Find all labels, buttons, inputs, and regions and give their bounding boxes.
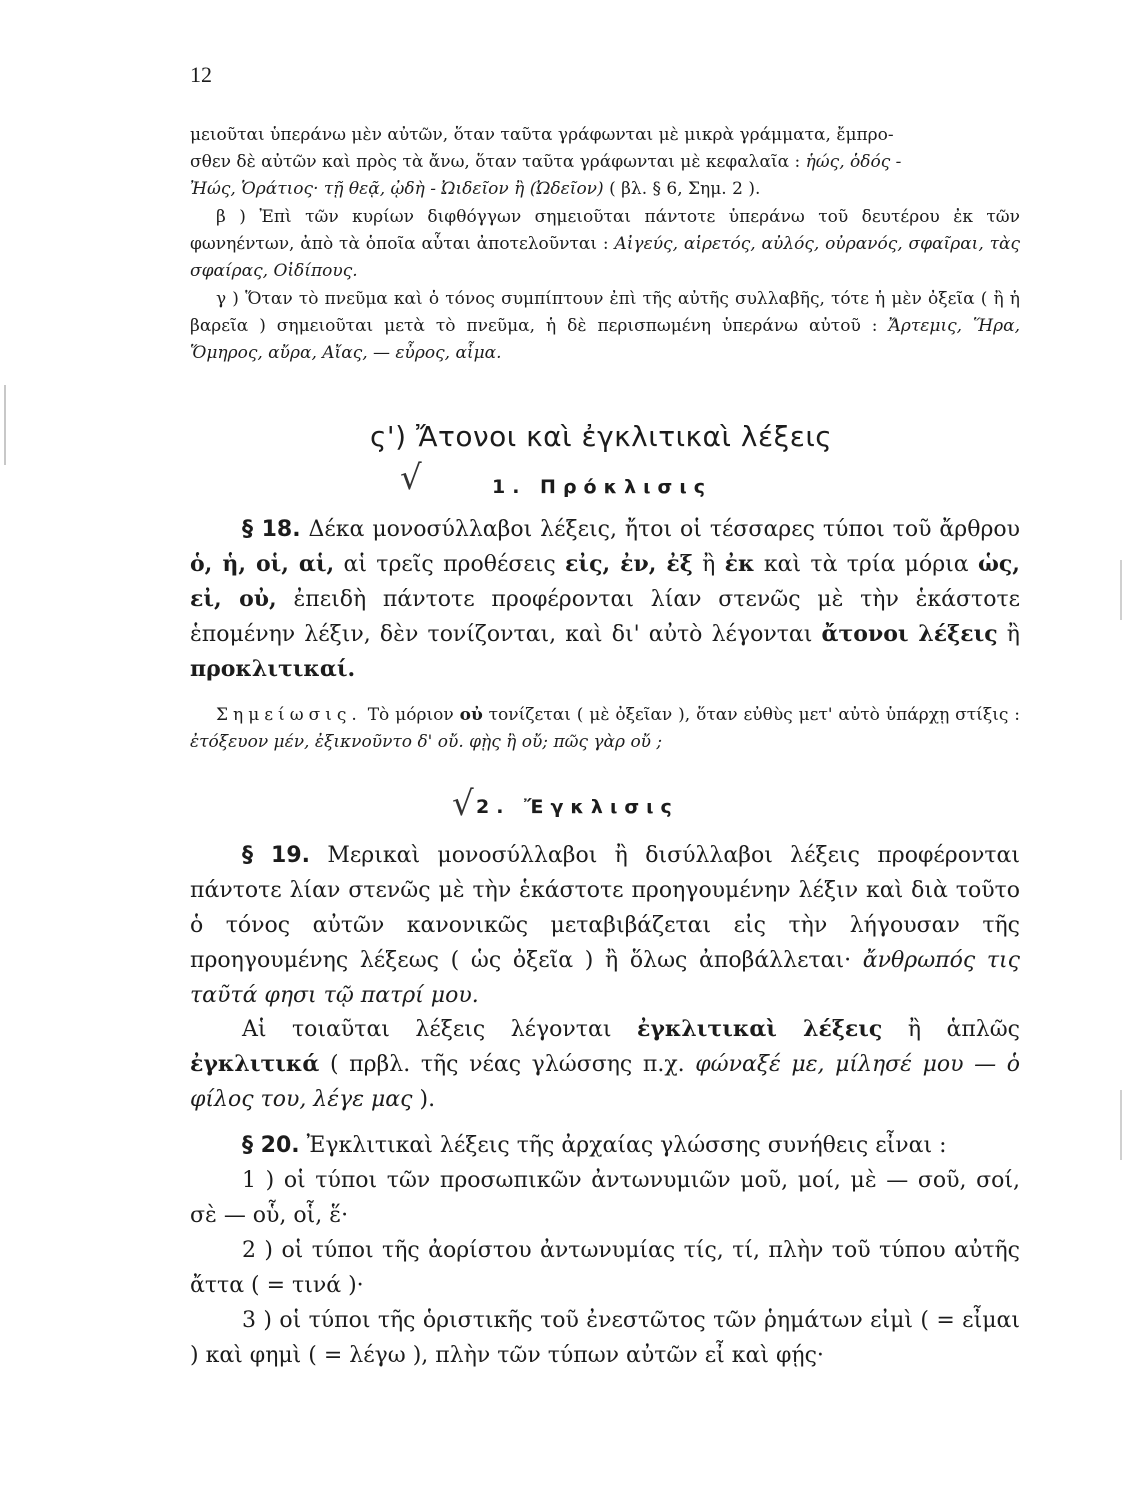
p18-term-atonoi: ἄτονοι λέξεις bbox=[821, 621, 998, 647]
p20-text: Ἐγκλιτικαὶ λέξεις τῆς ἀρχαίας γλώσσης συνήθεις εἶναι : bbox=[306, 1133, 947, 1158]
note-examples: ἐτόξευον μέν, ἐξικνοῦντο δ' οὔ. φῂς ἢ οὔ; πῶς γὰρ οὔ ; bbox=[190, 732, 663, 752]
paragraph-19-continued bbox=[190, 1012, 1020, 1117]
p19b-text-c: ). bbox=[419, 1087, 436, 1112]
note-text-b: τονίζεται ( μὲ ὀξεῖαν ), ὅταν εὐθὺς μετ' αὐτὸ ὑπάρχῃ στίξις : bbox=[488, 705, 1021, 725]
scan-margin-mark bbox=[1120, 1090, 1122, 1160]
p18-particles: ὡς, εἰ, οὐ, bbox=[190, 551, 1020, 612]
p18-or-1: ἢ bbox=[702, 552, 716, 577]
section-title: ς') Ἄτονοι καὶ ἐγκλιτικαὶ λέξεις bbox=[370, 420, 833, 453]
gamma-paragraph bbox=[190, 286, 1020, 367]
intro-line-3 bbox=[190, 176, 1020, 203]
p19b-term-egklitika: ἐγκλιτικά bbox=[190, 1051, 320, 1077]
p20-item-1: 1 ) οἱ τύποι τῶν προσωπικῶν ἀντωνυμιῶν μοῦ, μοί, μὲ — σοῦ, σοί, σὲ — οὗ, οἷ, ἕ· bbox=[190, 1168, 1020, 1228]
gamma-examples: Ἄρτεμις, Ἥρα, Ὅμηρος, αὔρα, Αἴας, — εὖρος, αἷμα. bbox=[190, 316, 1020, 363]
p18-text-b: αἱ τρεῖς προθέσεις bbox=[343, 552, 556, 577]
p19b-term-egklitikai: ἐγκλιτικαὶ λέξεις bbox=[636, 1016, 883, 1042]
p18-text-c: καὶ τὰ τρία μόρια bbox=[763, 552, 969, 577]
intro-line-3-ref: ( βλ. § 6, Σημ. 2 ). bbox=[609, 179, 761, 199]
p19-example: ἄνθρωπός τις ταῦτά φησι τῷ πατρί μου. bbox=[190, 948, 1020, 1008]
intro-line-2 bbox=[190, 149, 1020, 176]
p18-or-2: ἢ bbox=[1006, 622, 1020, 647]
note-label: Σημείωσις. bbox=[216, 705, 362, 725]
page-number: 12 bbox=[190, 62, 212, 87]
p18-articles: ὁ, ἡ, οἱ, αἱ, bbox=[190, 551, 335, 577]
beta-paragraph bbox=[190, 204, 1020, 285]
note-ou: οὐ bbox=[459, 705, 483, 725]
section-number-20: § 20. bbox=[242, 1133, 300, 1158]
intro-line-1: μειοῦται ὑπεράνω μὲν αὐτῶν, ὅταν ταῦτα γράφωνται μὲ μικρὰ γράμματα, ἔμπρο- bbox=[190, 125, 894, 145]
paragraph-20 bbox=[190, 1128, 1020, 1373]
note-text-a: Τὸ μόριον bbox=[367, 705, 454, 725]
p18-ek: ἐκ bbox=[724, 551, 755, 577]
intro-paragraph bbox=[190, 122, 1020, 203]
p19-text: Μερικαὶ μονοσύλλαβοι ἢ δισύλλαβοι λέξεις προφέρονται πάντοτε λίαν στενῶς μὲ τὴν ἑκάστοτε προηγουμένην λέξιν καὶ διὰ τοῦτο ὁ τόνος αὐτῶν κανονικῶς μεταβιβάζεται εἰς τὴν λήγουσαν τῆς προηγουμένης λέξεως ( ὡς ὀξεῖα ) ἢ ὅλως ἀποβάλλεται· bbox=[190, 843, 1020, 973]
scan-margin-mark bbox=[1120, 560, 1122, 620]
subheading-egklisis: 2. Ἔγκλισις bbox=[476, 796, 679, 818]
section-number-18: § 18. bbox=[242, 517, 301, 542]
p18-prepositions: εἰς, ἐν, ἐξ bbox=[565, 551, 693, 577]
intro-line-2-example: ἡώς, ὁδός - bbox=[805, 152, 902, 172]
p20-item-2: 2 ) οἱ τύποι τῆς ἀορίστου ἀντωνυμίας τίς, τί, πλὴν τοῦ τύπου αὐτῆς ἄττα ( = τινά )· bbox=[190, 1238, 1020, 1298]
beta-text: β ) Ἐπὶ τῶν κυρίων διφθόγγων σημειοῦται πάντοτε ὑπεράνω τοῦ δευτέρου ἐκ τῶν φωνηέντων, ἀπὸ τὰ ὁποῖα αὗται ἀποτελοῦνται : bbox=[190, 207, 1020, 254]
p18-term-proklitikai: προκλιτικαί. bbox=[190, 656, 356, 682]
p18-text-d: ἐπειδὴ πάντοτε προφέρονται λίαν στενῶς μὲ τὴν ἑκάστοτε ἑπομένην λέξιν, δὲν τονίζονται, καὶ δι' αὐτὸ λέγονται bbox=[190, 587, 1021, 647]
p19b-examples: φώναξέ με, μίλησέ μου — ὁ φίλος του, λέγε μας bbox=[190, 1052, 1020, 1112]
p20-intro bbox=[190, 1128, 1020, 1163]
paragraph-18 bbox=[190, 512, 1020, 687]
p19b-text-a: Αἱ τοιαῦται λέξεις λέγονται bbox=[242, 1017, 612, 1042]
section-number-19: § 19. bbox=[242, 843, 310, 868]
handwritten-check-mark-2: √ bbox=[452, 784, 474, 824]
p19b-text-b: ( πρβλ. τῆς νέας γλώσσης π.χ. bbox=[329, 1052, 685, 1077]
note-paragraph bbox=[190, 702, 1020, 756]
intro-line-3-examples: Ἠώς, Ὁράτιος· τῇ θεᾷ, ᾠδὴ - Ὠιδεῖον ἢ (Ὠδεῖον) bbox=[190, 179, 604, 199]
p18-text-a: Δέκα μονοσύλλαβοι λέξεις, ἤτοι οἱ τέσσαρες τύποι τοῦ ἄρθρου bbox=[308, 517, 1020, 542]
paragraph-19 bbox=[190, 838, 1020, 1013]
gamma-text: γ ) Ὅταν τὸ πνεῦμα καὶ ὁ τόνος συμπίπτουν ἐπὶ τῆς αὐτῆς συλλαβῆς, τότε ἡ μὲν ὀξεῖα ( ἢ ἡ βαρεῖα ) σημειοῦται μετὰ τὸ πνεῦμα, ἡ δὲ περισπωμένη ὑπεράνω αὐτοῦ : bbox=[190, 289, 1020, 336]
p20-item-3: 3 ) οἱ τύποι τῆς ὁριστικῆς τοῦ ἐνεστῶτος τῶν ῥημάτων εἰμὶ ( = εἶμαι ) καὶ φημὶ ( = λέγω ), πλὴν τῶν τύπων αὐτῶν εἶ καὶ φῄς· bbox=[190, 1308, 1020, 1368]
beta-examples: Αἰγεύς, αἱρετός, αὐλός, οὐρανός, σφαῖραι, τὰς σφαίρας, Οἰδίπους. bbox=[190, 234, 1021, 281]
intro-line-2-text: σθεν δὲ αὐτῶν καὶ πρὸς τὰ ἄνω, ὅταν ταῦτα γράφωνται μὲ κεφαλαῖα : bbox=[190, 152, 801, 172]
subheading-proklisis: 1. Πρόκλισις bbox=[492, 476, 712, 498]
scan-margin-mark bbox=[4, 385, 6, 465]
p19b-or: ἢ ἁπλῶς bbox=[907, 1017, 1020, 1042]
handwritten-check-mark: √ bbox=[400, 458, 422, 498]
